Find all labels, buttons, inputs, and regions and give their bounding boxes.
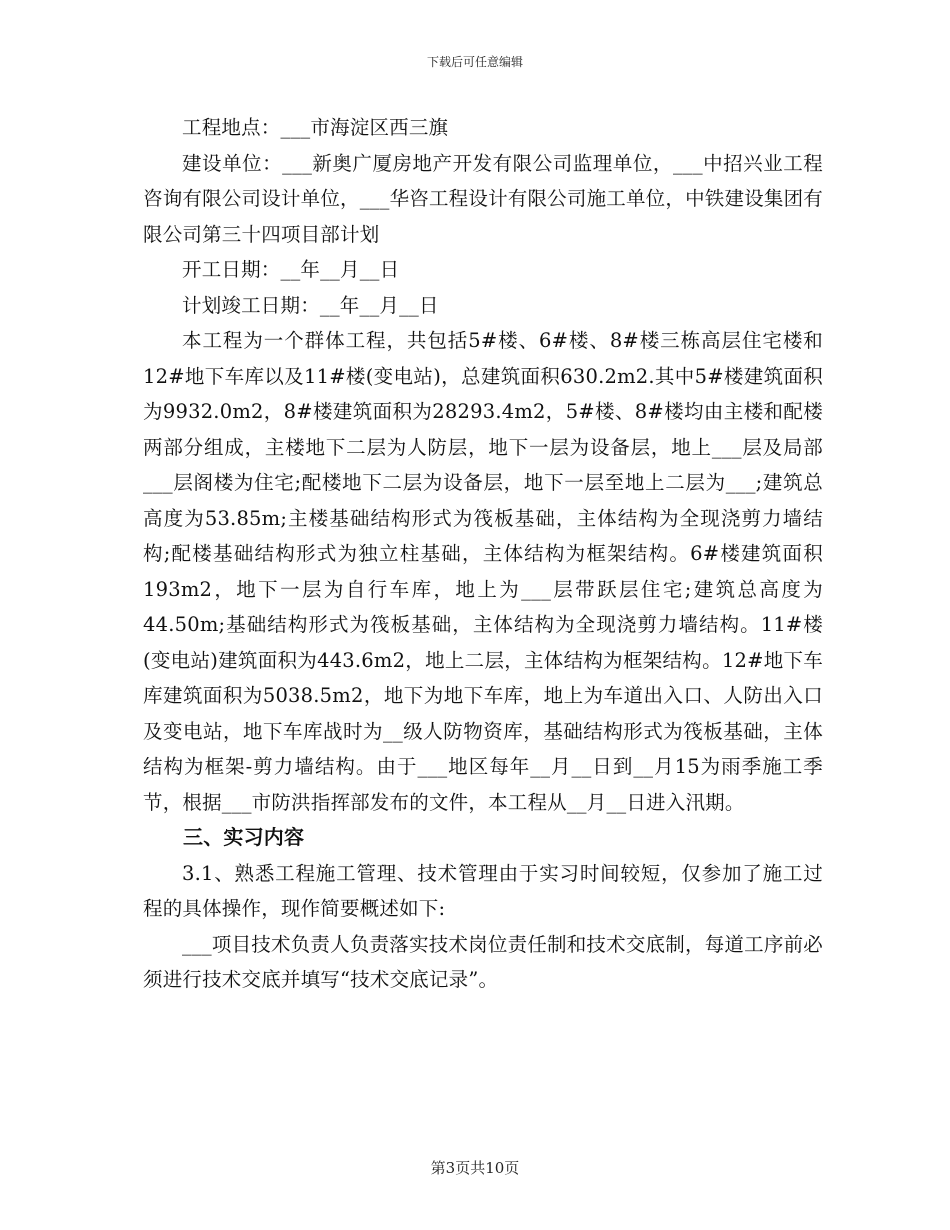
construction-units-paragraph: 建设单位：___新奥广厦房地产开发有限公司监理单位，___中招兴业工程咨询有限公司设计单位，___华咨工程设计有限公司施工单位，中铁建设集团有限公司第三十四项目部计划	[143, 151, 823, 246]
section-paragraph-intro: 3.1、熟悉工程施工管理、技术管理由于实习时间较短，仅参加了施工过程的具体操作，现作简要概述如下:	[143, 861, 823, 920]
page-header: 下载后可任意编辑	[426, 55, 523, 69]
section-paragraph-technical: ___项目技术负责人负责落实技术岗位责任制和技术交底制，每道工序前必须进行技术交底并填写“技术交底记录”。	[143, 932, 823, 991]
page-number: 第3页共10页	[430, 1159, 520, 1177]
project-overview-paragraph: 本工程为一个群体工程，共包括5#楼、6#楼、8#楼三栋高层住宅楼和12#地下车库以及11#楼(变电站)，总建筑面积630.2m2.其中5#楼建筑面积为9932.0m2，8#楼建筑面积为28293.4m2，5#楼、8#楼均由主楼和配楼两部分组成，主楼地下二层为人防层，地下一层为设备层，地上___层及局部___层阁楼为住宅;配楼地下二层为设备层，地下一层至地上二层为___;建筑总高度为53.85m;主楼基础结构形式为筏板基础，主体结构为全现浇剪力墙结构;配楼基础结构形式为独立柱基础，主体结构为框架结构。6#楼建筑面积193m2，地下一层为自行车库，地上为___层带跃层住宅;建筑总高度为44.50m;基础结构形式为筏板基础，主体结构为全现浇剪力墙结构。11#楼(变电站)建筑面积为443.6m2，地上二层，主体结构为框架结构。12#地下车库建筑面积为5038.5m2，地下为地下车库，地上为车道出入口、人防出入口及变电站，地下车库战时为__级人防物资库，基础结构形式为筏板基础，主体结构为框架-剪力墙结构。由于___地区每年__月__日到__月15为雨季施工季节，根据___市防洪指挥部发布的文件，本工程从__月__日进入汛期。	[143, 329, 823, 814]
start-date-paragraph: 开工日期：__年__月__日	[182, 258, 400, 281]
planned-completion-date-paragraph: 计划竣工日期：__年__月__日	[182, 293, 439, 317]
project-location-paragraph: 工程地点：___市海淀区西三旗	[182, 116, 449, 139]
section-heading: 三、实习内容	[183, 825, 305, 849]
document-body	[143, 110, 823, 998]
